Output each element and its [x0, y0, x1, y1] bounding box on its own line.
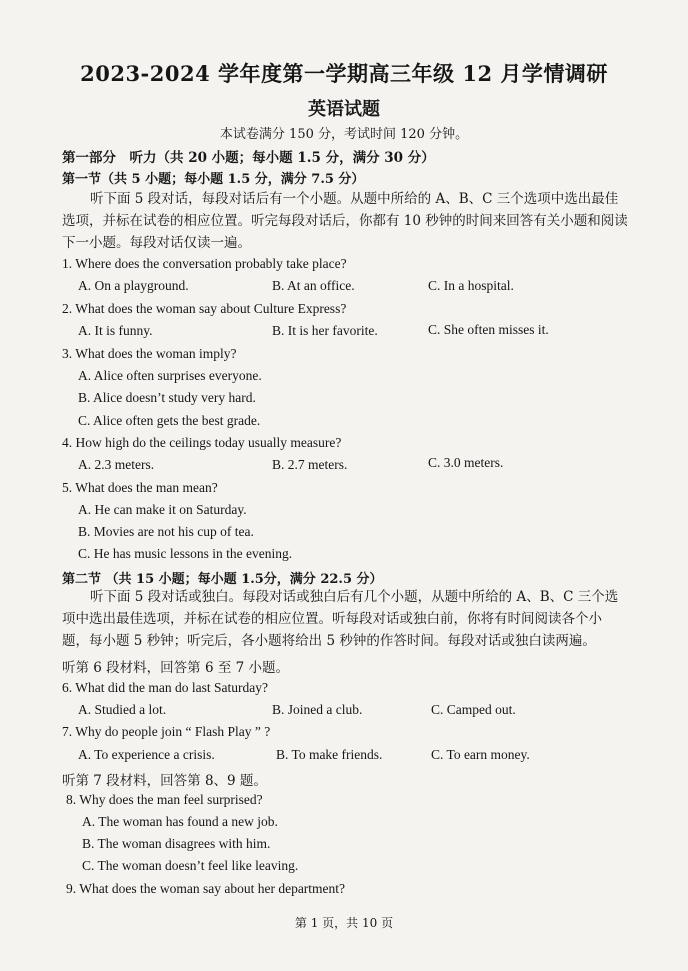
question-stem: 7. Why do people join “ Flash Play ” ?	[62, 724, 271, 739]
option-b: B. At an office.	[272, 278, 355, 293]
option-c: C. The woman doesn’t feel like leaving.	[82, 858, 299, 873]
option-c: C. He has music lessons in the evening.	[78, 546, 293, 561]
option-b: B. Alice doesn’t study very hard.	[78, 390, 256, 405]
option-a: A. On a playground.	[78, 278, 189, 293]
section2-heading: 第二节 （共 15 小题；每小题 1.5分，满分 22.5 分）	[62, 572, 383, 587]
option-b: B. To make friends.	[276, 747, 383, 762]
option-c: C. To earn money.	[431, 747, 530, 762]
option-c: C. In a hospital.	[428, 278, 514, 293]
exam-title: 2023-2024 学年度第一学期高三年级 12 月学情调研	[80, 61, 608, 86]
option-b: B. It is her favorite.	[272, 323, 378, 338]
question-stem: 8. Why does the man feel surprised?	[66, 792, 263, 807]
question-stem: 6. What did the man do last Saturday?	[62, 680, 268, 695]
exam-subtitle: 英语试题	[308, 99, 380, 120]
page-footer: 第 1 页，共 10 页	[294, 916, 394, 930]
option-b: B. Movies are not his cup of tea.	[78, 524, 254, 539]
option-c: C. Camped out.	[431, 702, 516, 717]
option-a: A. The woman has found a new job.	[82, 814, 278, 829]
material7-instruction: 听第 7 段材料，回答第 8、9 题。	[62, 773, 267, 789]
option-c: C. 3.0 meters.	[428, 455, 504, 470]
option-a: A. He can make it on Saturday.	[78, 502, 247, 517]
material6-instruction: 听第 6 段材料，回答第 6 至 7 小题。	[62, 660, 290, 676]
section1-instructions: 听下面 5 段对话，每段对话后有一个小题。从题中所给的 A、B、C 三个选项中选出最佳选项，并标在试卷的相应位置。听完每段对话后，你都有 10 秒钟的时间来回答有关小题和阅读下一小题。每段对话仅读一遍。	[62, 191, 628, 251]
section1-heading: 第一节（共 5 小题；每小题 1.5 分，满分 7.5 分）	[62, 172, 365, 187]
option-a: A. Alice often surprises everyone.	[78, 368, 262, 383]
option-c: C. Alice often gets the best grade.	[78, 413, 261, 428]
exam-note: 本试卷满分 150 分，考试时间 120 分钟。	[219, 127, 469, 142]
section2-instructions: 听下面 5 段对话或独白。每段对话或独白后有几个小题，从题中所给的 A、B、C 三个选项中选出最佳选项，并标在试卷的相应位置。听每段对话或独白前，你将有时间阅读各个小题，每小题 5 秒钟；听完后，各小题将给出 5 秒钟的作答时间。每段对话或独白读两遍。	[62, 589, 619, 649]
option-a: A. It is funny.	[78, 323, 153, 338]
question-stem: 2. What does the woman say about Culture Express?	[62, 301, 347, 316]
option-b: B. Joined a club.	[272, 702, 363, 717]
option-b: B. The woman disagrees with him.	[82, 836, 271, 851]
option-a: A. To experience a crisis.	[78, 747, 215, 762]
question-stem: 1. Where does the conversation probably take place?	[62, 256, 347, 271]
question-stem: 5. What does the man mean?	[62, 480, 218, 495]
question-stem: 3. What does the woman imply?	[62, 346, 237, 361]
part1-heading: 第一部分 听力（共 20 小题；每小题 1.5 分，满分 30 分）	[62, 150, 435, 166]
option-c: C. She often misses it.	[428, 322, 549, 337]
question-stem: 9. What does the woman say about her department?	[66, 881, 346, 896]
option-a: A. 2.3 meters.	[78, 457, 155, 472]
question-stem: 4. How high do the ceilings today usually measure?	[62, 435, 342, 450]
option-b: B. 2.7 meters.	[272, 457, 348, 472]
option-a: A. Studied a lot.	[78, 702, 167, 717]
